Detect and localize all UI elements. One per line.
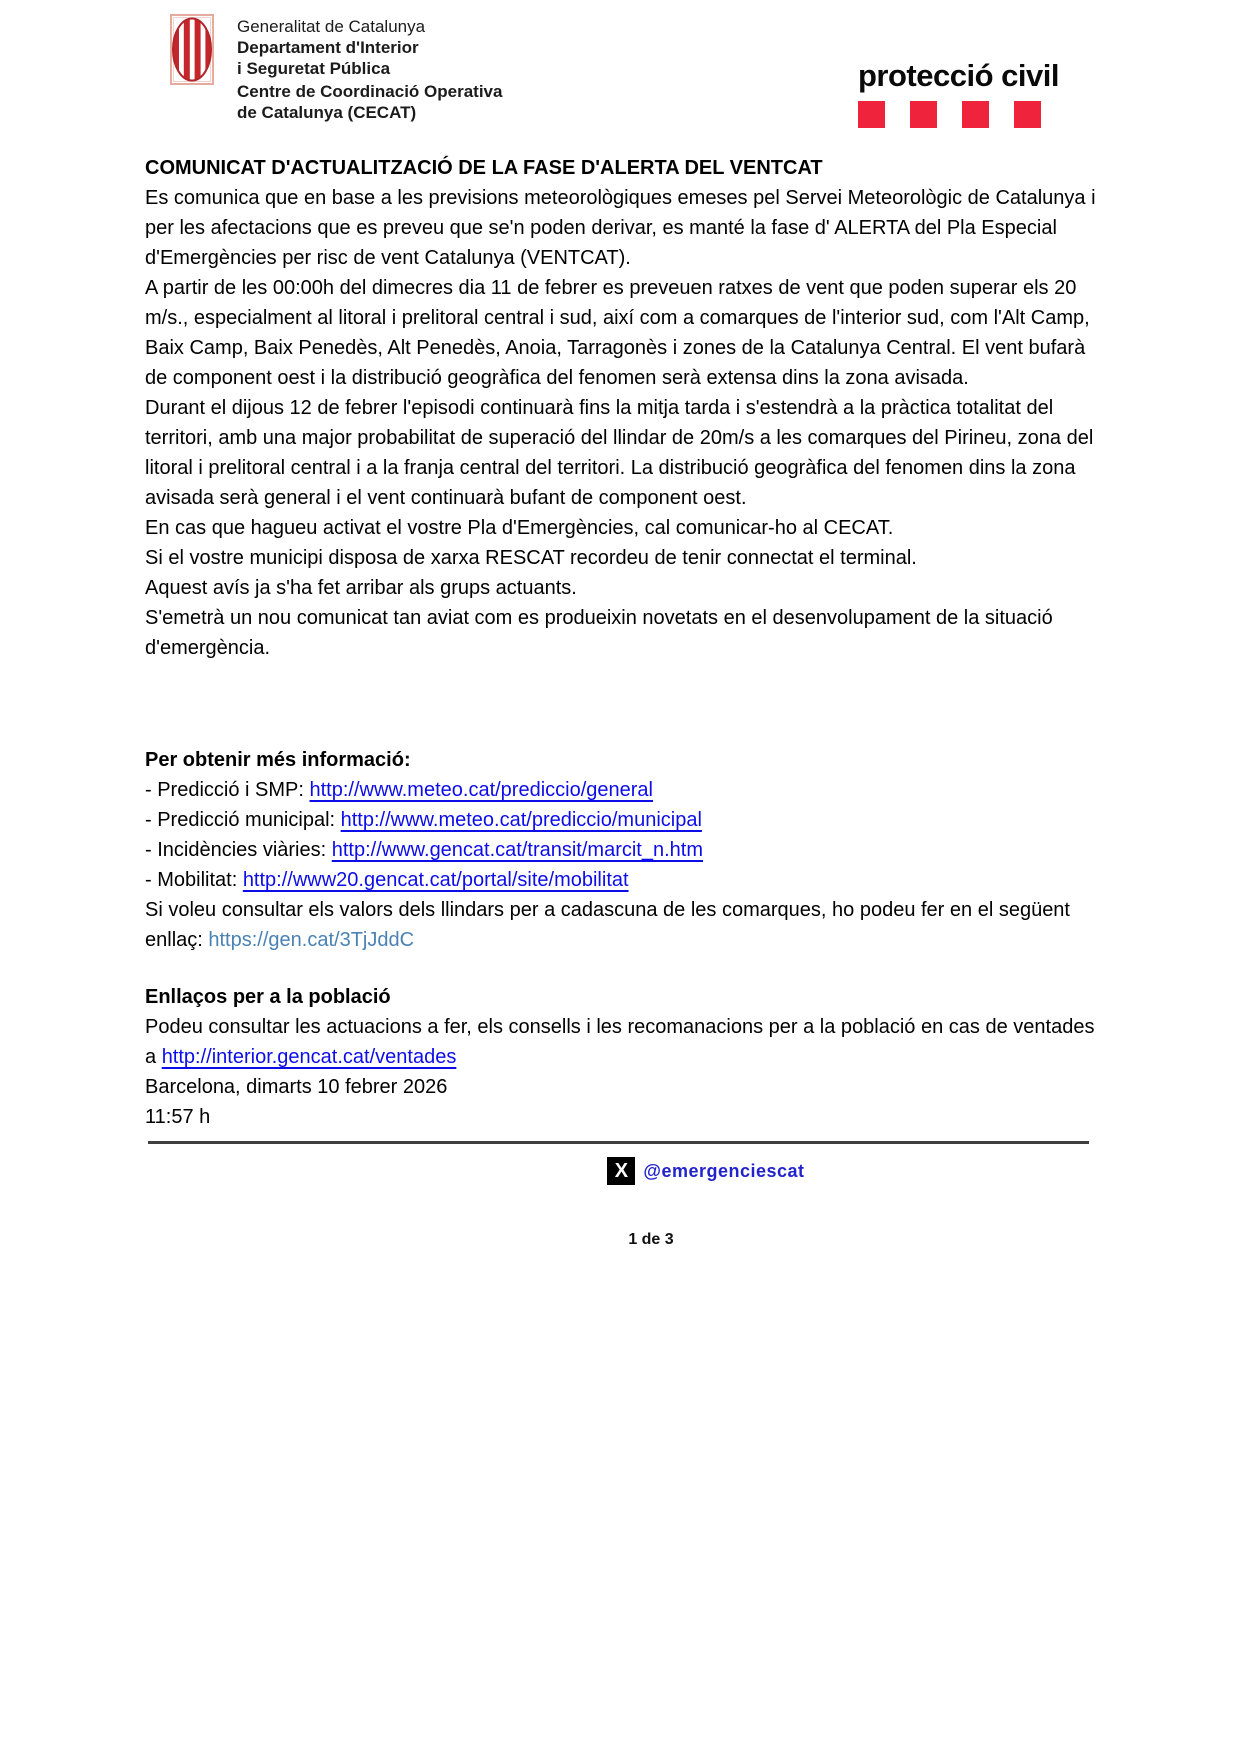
paragraph: Si el vostre municipi disposa de xarxa RESCAT recordeu de tenir connectat el terminal. [145,547,917,569]
paragraph: Aquest avís ja s'ha fet arribar als grups actuants. [145,577,577,599]
place-date-line: Barcelona, dimarts 10 febrer 2026 [145,1076,448,1098]
paragraph: A partir de les 00:00h del dimecres dia 11 de febrer es preveuen ratxes de vent que poden superar els 20 m/s., especialment al litoral i prelitoral central i sud, així com a comarques de l'interior sud, com l'Alt Camp, Baix Camp, Baix Penedès, Alt Penedès, Anoia, Tarragonès i zones de la Catalunya Central. El vent bufarà de component oest i la distribució geogràfica del fenomen serà extensa dins la zona avisada. [145,277,1090,389]
footer-social-row [230,1157,1182,1185]
poblacio-paragraph [145,1012,1097,1072]
incidencies-viaries-link[interactable]: http://www.gencat.cat/transit/marcit_n.htm [331,839,704,861]
prediccio-municipal-link[interactable]: http://www.meteo.cat/prediccio/municipal [340,809,702,831]
proteccio-civil-label: protecció civil [858,58,1059,93]
llindars-shortlink[interactable]: https://gen.cat/3TjJddC [208,929,415,951]
footer-divider [148,1141,1089,1144]
llindars-text: Si voleu consultar els valors dels llindars per a cadascuna de les comarques, ho podeu fer en el següent enllaç: [145,899,1070,951]
mobilitat-link[interactable]: http://www20.gencat.cat/portal/site/mobilitat [242,869,629,891]
llindars-paragraph [145,895,1097,955]
info-link-row [145,865,1097,895]
info-link-label: - Incidències viàries: [145,839,332,861]
info-link-label: - Mobilitat: [145,869,243,891]
org-line: Generalitat de Catalunya [237,17,426,36]
org-line: Centre de Coordinació Operativa [237,82,503,101]
paragraph: Durant el dijous 12 de febrer l'episodi continuarà fins la mitja tarda i s'estendrà a la pràctica totalitat del territori, amb una major probabilitat de superació del llindar de 20m/s a les comarques del Pirineu, zona del litoral i prelitoral central i a la franja central del territori. La distribució geogràfica del fenomen dins la zona avisada serà general i el vent continuarà bufant de component oest. [145,397,1094,509]
enllacos-section-heading: Enllaços per a la població [145,986,391,1008]
info-link-label: - Predicció i SMP: [145,779,310,801]
twitter-handle-link[interactable]: @emergenciescat [643,1160,805,1181]
info-link-row [145,835,1097,865]
prediccio-general-link[interactable]: http://www.meteo.cat/prediccio/general [309,779,653,801]
paragraph: S'emetrà un nou comunicat tan aviat com es produeixin novetats en el desenvolupament de la situació d'emergència. [145,607,1053,659]
document-body [145,0,1097,1249]
org-line: Departament d'Interior [237,38,419,57]
info-link-row [145,805,1097,835]
org-line: i Seguretat Pública [237,59,391,78]
org-line: de Catalunya (CECAT) [237,103,417,122]
info-section-heading: Per obtenir més informació: [145,749,411,771]
document-title: COMUNICAT D'ACTUALITZACIÓ DE LA FASE D'ALERTA DEL VENTCAT [145,157,823,179]
poblacio-text: Podeu consultar les actuacions a fer, els consells i les recomanacions per a la població en cas de ventades a [145,1016,1095,1068]
page-number-indicator: 1 de 3 [628,1231,674,1248]
x-twitter-icon[interactable]: X [607,1157,635,1185]
info-link-label: - Predicció municipal: [145,809,341,831]
info-link-row [145,775,1097,805]
paragraph: En cas que hagueu activat el vostre Pla d'Emergències, cal comunicar-ho al CECAT. [145,517,894,539]
ventades-link[interactable]: http://interior.gencat.cat/ventades [161,1046,457,1068]
paragraph: Es comunica que en base a les previsions meteorològiques emeses pel Servei Meteorològic de Catalunya i per les afectacions que es preveu que se'n poden derivar, es manté la fase d' ALERTA del Pla Especial d'Emergències per risc de vent Catalunya (VENTCAT). [145,187,1096,269]
time-line: 11:57 h [145,1106,211,1128]
